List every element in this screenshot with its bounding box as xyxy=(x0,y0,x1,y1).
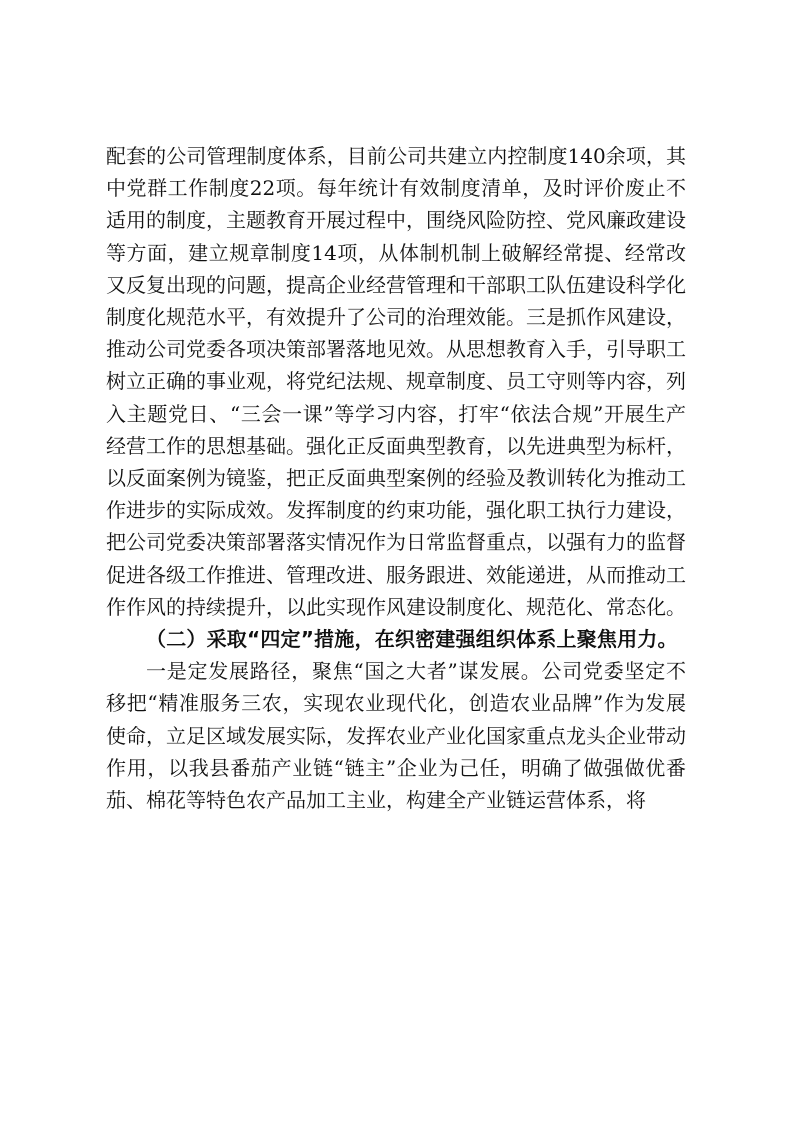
body-paragraph: 一是定发展路径，聚焦“国之大者”谋发展。公司党委坚定不移把“精准服务三农，实现农业现代化，创造农业品牌”作为发展使命，立足区域发展实际，发挥农业产业化国家重点龙头企业带动作用，以我县番茄产业链“链主”企业为己任，明确了做强做优番茄、棉花等特色农产品加工主业，构建全产业链运营体系，将 xyxy=(106,659,686,813)
document-page xyxy=(106,140,686,816)
body-paragraph: 配套的公司管理制度体系，目前公司共建立内控制度140余项，其中党群工作制度22项。每年统计有效制度清单，及时评价废止不适用的制度，主题教育开展过程中，围绕风险防控、党风廉政建设等方面，建立规章制度14项，从体制机制上破解经常提、经常改又反复出现的问题，提高企业经营管理和干部职工队伍建设科学化制度化规范水平，有效提升了公司的治理效能。三是抓作风建设，推动公司党委各项决策部署落地见效。从思想教育入手，引导职工树立正确的事业观，将党纪法规、规章制度、员工守则等内容，列入主题党日、“三会一课”等学习内容，打牢“依法合规”开展生产经营工作的思想基础。强化正反面典型教育，以先进典型为标杆，以反面案例为镜鉴，把正反面典型案例的经验及教训转化为推动工作进步的实际成效。发挥制度的约束功能，强化职工执行力建设，把公司党委决策部署落实情况作为日常监督重点，以强有力的监督促进各级工作推进、管理改进、服务跟进、效能递进，从而推动工作作风的持续提升，以此实现作风建设制度化、规范化、常态化。 xyxy=(106,144,686,619)
section-heading: （二）采取“四定”措施，在织密建强组织体系上聚焦用力。 xyxy=(146,627,678,652)
